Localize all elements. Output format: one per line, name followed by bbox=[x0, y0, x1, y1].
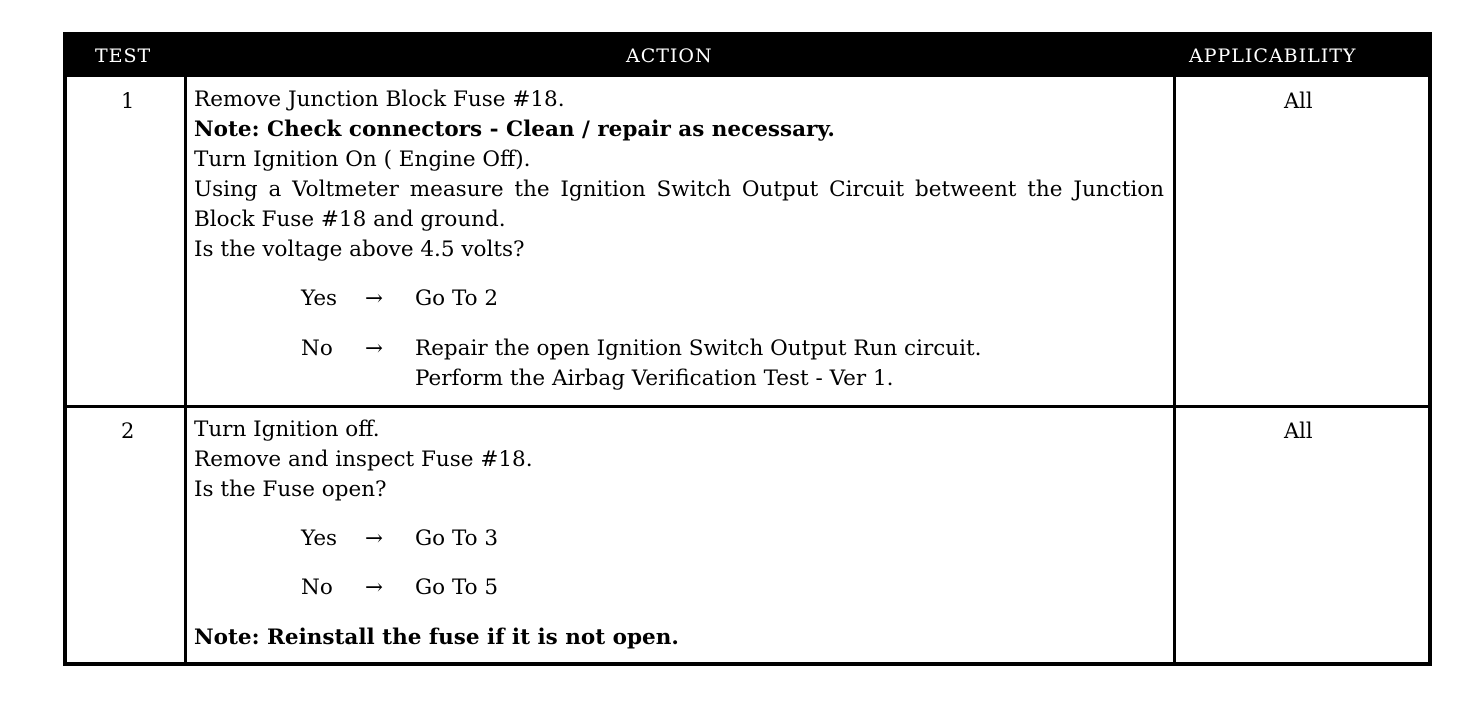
action-line: Turn Ignition On ( Engine Off). bbox=[194, 147, 531, 172]
no-action: Go To 5 bbox=[415, 575, 499, 600]
action-line: Using a Voltmeter measure the Ignition Switch Output Circuit betweent the Junction Block Fuse #18 and ground. bbox=[194, 177, 1164, 232]
yes-label: Yes bbox=[301, 526, 338, 551]
yes-label: Yes bbox=[301, 286, 338, 311]
header-action: ACTION bbox=[626, 45, 713, 67]
action-line: Remove and inspect Fuse #18. bbox=[194, 447, 533, 472]
arrow-icon: → bbox=[365, 286, 384, 311]
applicability-value: All bbox=[1284, 89, 1313, 113]
table-header bbox=[67, 36, 1428, 77]
action-line: Is the Fuse open? bbox=[194, 477, 387, 502]
arrow-icon: → bbox=[365, 526, 384, 551]
arrow-icon: → bbox=[365, 336, 384, 361]
action-cell bbox=[194, 415, 533, 505]
action-cell bbox=[194, 85, 1164, 265]
no-label: No bbox=[301, 336, 333, 361]
column-divider bbox=[184, 77, 187, 662]
action-note: Note: Reinstall the fuse if it is not open. bbox=[194, 625, 679, 650]
column-divider bbox=[1173, 77, 1176, 662]
yes-branch bbox=[301, 286, 337, 311]
header-test: TEST bbox=[95, 45, 152, 67]
test-number: 1 bbox=[121, 89, 135, 113]
header-applicability: APPLICABILITY bbox=[1189, 45, 1357, 67]
no-action: Perform the Airbag Verification Test - Ver 1. bbox=[415, 366, 894, 391]
action-line: Remove Junction Block Fuse #18. bbox=[194, 87, 565, 112]
action-line: Is the voltage above 4.5 volts? bbox=[194, 237, 525, 262]
no-label: No bbox=[301, 575, 333, 600]
action-note: Note: Check connectors - Clean / repair as necessary. bbox=[194, 117, 835, 142]
arrow-icon: → bbox=[365, 575, 384, 600]
diagnostic-test-table bbox=[63, 32, 1432, 666]
no-action: Repair the open Ignition Switch Output Run circuit. bbox=[415, 336, 982, 361]
yes-action: Go To 2 bbox=[415, 286, 499, 311]
action-line: Turn Ignition off. bbox=[194, 417, 380, 442]
applicability-value: All bbox=[1284, 419, 1313, 443]
test-number: 2 bbox=[121, 419, 135, 443]
yes-action: Go To 3 bbox=[415, 526, 499, 551]
row-divider bbox=[67, 405, 1428, 408]
